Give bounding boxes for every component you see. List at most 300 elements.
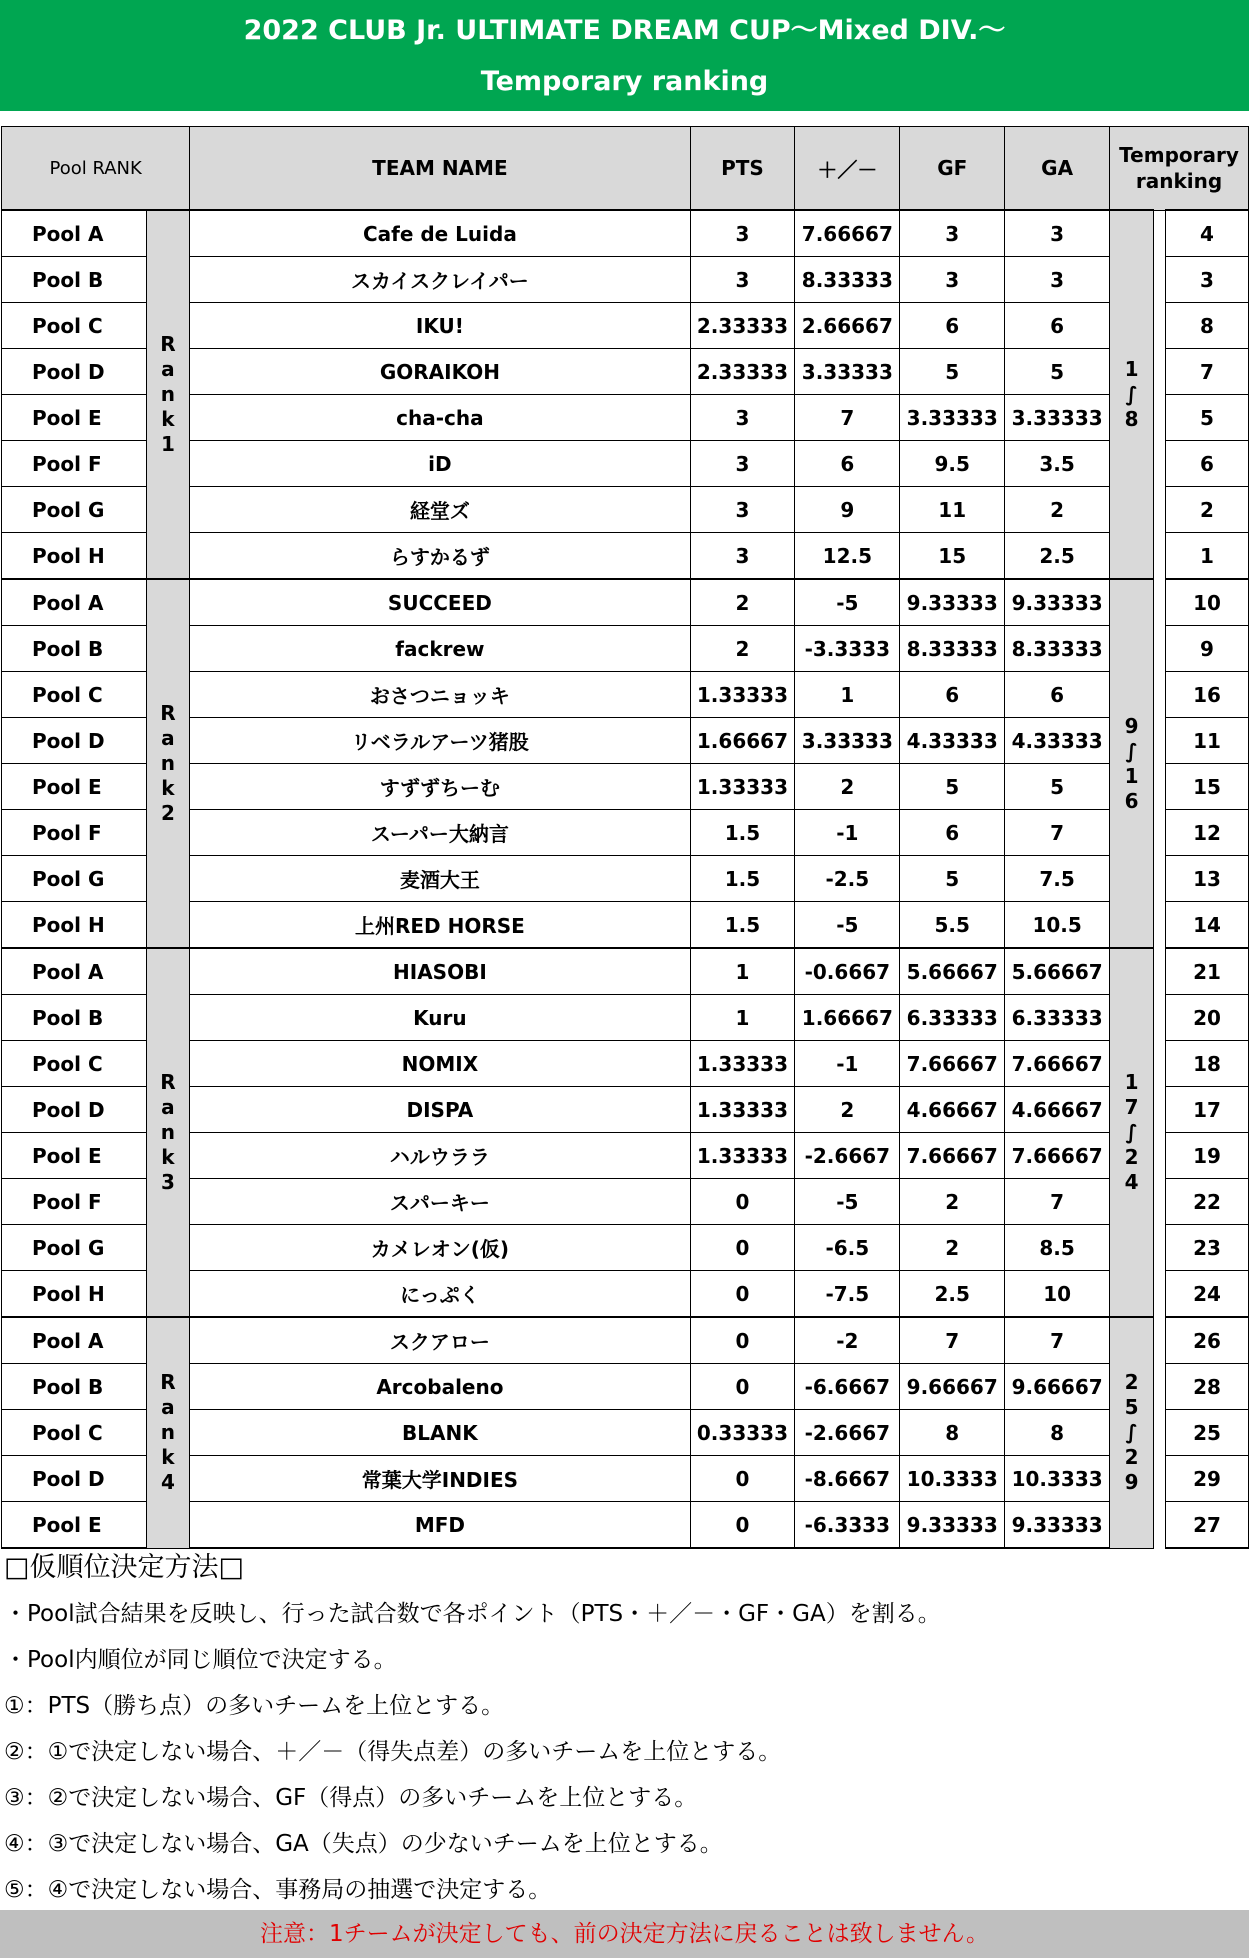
temporary-rank-cell: 4 <box>1165 210 1248 257</box>
plus-minus-cell: 3.33333 <box>795 718 900 764</box>
gf-cell: 5 <box>900 349 1005 395</box>
temporary-rank-cell: 2 <box>1165 487 1248 533</box>
method-line: ④：③で決定しない場合、GA（失点）の少ないチームを上位とする。 <box>4 1831 723 1857</box>
col-team-name: TEAM NAME <box>190 127 690 211</box>
rank-label-cell <box>146 210 190 579</box>
temporary-rank-cell: 12 <box>1165 810 1248 856</box>
rank-label-char: a <box>161 357 175 381</box>
pts-cell: 0 <box>690 1271 795 1318</box>
pool-cell: Pool D <box>2 718 147 764</box>
ga-cell: 7 <box>1005 810 1110 856</box>
plus-minus-cell: 7.66667 <box>795 210 900 257</box>
temporary-rank-cell: 8 <box>1165 303 1248 349</box>
temporary-rank-cell: 7 <box>1165 349 1248 395</box>
gf-cell: 6 <box>900 672 1005 718</box>
spacer-cell <box>1154 1456 1166 1502</box>
team-name-cell: NOMIX <box>190 1041 690 1087</box>
team-name-cell: cha-cha <box>190 395 690 441</box>
temporary-rank-cell: 13 <box>1165 856 1248 902</box>
team-name-cell: MFD <box>190 1502 690 1549</box>
rank-label-cell <box>146 1317 190 1548</box>
pool-cell: Pool E <box>2 764 147 810</box>
pts-cell: 1.5 <box>690 810 795 856</box>
spacer-cell <box>1154 1087 1166 1133</box>
plus-minus-cell: 6 <box>795 441 900 487</box>
pool-cell: Pool C <box>2 1410 147 1456</box>
gf-cell: 5 <box>900 764 1005 810</box>
pool-cell: Pool B <box>2 626 147 672</box>
method-line: ②：①で決定しない場合、＋／－（得失点差）の多いチームを上位とする。 <box>4 1739 782 1765</box>
team-name-cell: DISPA <box>190 1087 690 1133</box>
pts-cell: 1.66667 <box>690 718 795 764</box>
rank-range-char: 1 <box>1124 1070 1139 1094</box>
rank-range-char: 5 <box>1124 1395 1139 1420</box>
rank-label-char: a <box>161 1395 175 1420</box>
rank-label-char: R <box>160 332 176 356</box>
team-name-cell: ハルウララ <box>190 1133 690 1179</box>
rank-label-char: a <box>161 726 175 750</box>
plus-minus-cell: 2 <box>795 764 900 810</box>
page-header <box>0 0 1249 111</box>
page-title: 2022 CLUB Jr. ULTIMATE DREAM CUP～Mixed DIV.～ <box>243 15 1006 46</box>
temporary-rank-cell: 3 <box>1165 257 1248 303</box>
rank-range-char: 9 <box>1124 713 1139 738</box>
gf-cell: 11 <box>900 487 1005 533</box>
team-name-cell: SUCCEED <box>190 579 690 626</box>
rank-range-char: ∫ <box>1125 1420 1138 1445</box>
temporary-rank-cell: 23 <box>1165 1225 1248 1271</box>
rank-range-char: 4 <box>1124 1170 1139 1194</box>
temporary-rank-cell: 22 <box>1165 1179 1248 1225</box>
rank-label-char: 3 <box>160 1170 175 1194</box>
page-subtitle: Temporary ranking <box>480 66 769 97</box>
pts-cell: 3 <box>690 533 795 580</box>
pts-cell: 0 <box>690 1225 795 1271</box>
plus-minus-cell: -7.5 <box>795 1271 900 1318</box>
ga-cell: 7 <box>1005 1317 1110 1364</box>
team-name-cell: カメレオン(仮) <box>190 1225 690 1271</box>
ga-cell: 5 <box>1005 764 1110 810</box>
temporary-rank-cell: 5 <box>1165 395 1248 441</box>
spacer-cell <box>1154 487 1166 533</box>
ga-cell: 8.5 <box>1005 1225 1110 1271</box>
ga-cell: 3.5 <box>1005 441 1110 487</box>
temporary-rank-cell: 10 <box>1165 579 1248 626</box>
gf-cell: 9.5 <box>900 441 1005 487</box>
pool-cell: Pool B <box>2 995 147 1041</box>
temporary-rank-cell: 29 <box>1165 1456 1248 1502</box>
plus-minus-cell: 2 <box>795 1087 900 1133</box>
plus-minus-cell: 3.33333 <box>795 349 900 395</box>
method-line: ①：PTS（勝ち点）の多いチームを上位とする。 <box>4 1693 505 1719</box>
rank-range-cell <box>1110 579 1154 948</box>
notice-banner: 注意：1チームが決定しても、前の決定方法に戻ることは致しません。 <box>0 1910 1249 1958</box>
plus-minus-cell: -6.6667 <box>795 1364 900 1410</box>
pool-cell: Pool F <box>2 1179 147 1225</box>
team-name-cell: IKU! <box>190 303 690 349</box>
team-name-cell: スカイスクレイパー <box>190 257 690 303</box>
spacer-cell <box>1154 1271 1166 1318</box>
ga-cell: 10.5 <box>1005 902 1110 949</box>
plus-minus-cell: -5 <box>795 902 900 949</box>
ga-cell: 9.66667 <box>1005 1364 1110 1410</box>
method-line: ③：②で決定しない場合、GF（得点）の多いチームを上位とする。 <box>4 1785 698 1811</box>
pool-cell: Pool E <box>2 1502 147 1549</box>
ga-cell: 6.33333 <box>1005 995 1110 1041</box>
rank-range-char: 2 <box>1124 1370 1139 1395</box>
pool-cell: Pool A <box>2 579 147 626</box>
pts-cell: 0 <box>690 1456 795 1502</box>
plus-minus-cell: 2.66667 <box>795 303 900 349</box>
rank-range-cell <box>1110 210 1154 579</box>
pts-cell: 1.5 <box>690 856 795 902</box>
spacer-cell <box>1154 764 1166 810</box>
team-name-cell: Cafe de Luida <box>190 210 690 257</box>
plus-minus-cell: -6.5 <box>795 1225 900 1271</box>
pool-cell: Pool C <box>2 672 147 718</box>
rank-range-char: ∫ <box>1125 1120 1138 1144</box>
col-temporary-ranking: Temporary ranking <box>1110 127 1249 211</box>
ga-cell: 2 <box>1005 487 1110 533</box>
spacer-cell <box>1154 626 1166 672</box>
team-name-cell: スパーキー <box>190 1179 690 1225</box>
ga-cell: 7.5 <box>1005 856 1110 902</box>
rank-label-char: a <box>161 1095 175 1119</box>
ga-cell: 4.33333 <box>1005 718 1110 764</box>
ga-cell: 4.66667 <box>1005 1087 1110 1133</box>
temporary-rank-cell: 6 <box>1165 441 1248 487</box>
pool-cell: Pool D <box>2 1456 147 1502</box>
team-name-cell: Arcobaleno <box>190 1364 690 1410</box>
pool-cell: Pool C <box>2 1041 147 1087</box>
gf-cell: 9.33333 <box>900 579 1005 626</box>
spacer-cell <box>1154 1410 1166 1456</box>
team-name-cell: Kuru <box>190 995 690 1041</box>
ga-cell: 6 <box>1005 303 1110 349</box>
pts-cell: 3 <box>690 257 795 303</box>
plus-minus-cell: -2.6667 <box>795 1133 900 1179</box>
spacer-cell <box>1154 349 1166 395</box>
spacer-cell <box>1154 718 1166 764</box>
rank-range-char: ∫ <box>1125 738 1138 763</box>
spacer-cell <box>1154 902 1166 949</box>
gf-cell: 5.5 <box>900 902 1005 949</box>
team-name-cell: スーパー大納言 <box>190 810 690 856</box>
pool-cell: Pool A <box>2 1317 147 1364</box>
plus-minus-cell: 7 <box>795 395 900 441</box>
col-plus-minus: ＋／－ <box>795 127 900 211</box>
pts-cell: 1.5 <box>690 902 795 949</box>
gf-cell: 9.33333 <box>900 1502 1005 1549</box>
rank-label-char: k <box>161 1145 175 1169</box>
spacer-cell <box>1154 441 1166 487</box>
ga-cell: 7 <box>1005 1179 1110 1225</box>
pts-cell: 2 <box>690 626 795 672</box>
rank-label-char: k <box>161 407 175 431</box>
gf-cell: 7.66667 <box>900 1041 1005 1087</box>
rank-range-char: 9 <box>1124 1470 1139 1495</box>
gf-cell: 3 <box>900 257 1005 303</box>
spacer-cell <box>1154 210 1166 257</box>
rank-label-cell <box>146 948 190 1317</box>
pool-cell: Pool C <box>2 303 147 349</box>
pts-cell: 3 <box>690 487 795 533</box>
method-line: ・Pool試合結果を反映し、行った試合数で各ポイント（PTS・＋／－・GF・GA）を割る。 <box>4 1601 941 1627</box>
col-gf: GF <box>900 127 1005 211</box>
temporary-rank-cell: 25 <box>1165 1410 1248 1456</box>
spacer-cell <box>1154 948 1166 995</box>
spacer-cell <box>1154 995 1166 1041</box>
col-ga: GA <box>1005 127 1110 211</box>
ga-cell: 10 <box>1005 1271 1110 1318</box>
rank-label-char: n <box>160 382 176 406</box>
rank-range-char: 6 <box>1124 788 1139 813</box>
spacer-cell <box>1154 856 1166 902</box>
temporary-rank-cell: 14 <box>1165 902 1248 949</box>
gf-cell: 6 <box>900 810 1005 856</box>
rank-range-char: 1 <box>1124 357 1139 381</box>
gf-cell: 9.66667 <box>900 1364 1005 1410</box>
gf-cell: 5.66667 <box>900 948 1005 995</box>
team-name-cell: iD <box>190 441 690 487</box>
table-row <box>2 579 1249 626</box>
gf-cell: 8.33333 <box>900 626 1005 672</box>
pts-cell: 1.33333 <box>690 1133 795 1179</box>
rank-label-char: 2 <box>160 801 175 825</box>
gf-cell: 6.33333 <box>900 995 1005 1041</box>
rank-label-char: n <box>160 1420 176 1445</box>
spacer-cell <box>1154 533 1166 580</box>
team-name-cell: 麦酒大王 <box>190 856 690 902</box>
plus-minus-cell: -5 <box>795 1179 900 1225</box>
pts-cell: 0 <box>690 1364 795 1410</box>
plus-minus-cell: -3.3333 <box>795 626 900 672</box>
pts-cell: 1 <box>690 995 795 1041</box>
temporary-rank-cell: 21 <box>1165 948 1248 995</box>
rank-label-cell <box>146 579 190 948</box>
pool-cell: Pool H <box>2 902 147 949</box>
team-name-cell: おさつニョッキ <box>190 672 690 718</box>
gf-cell: 2 <box>900 1179 1005 1225</box>
temporary-rank-cell: 18 <box>1165 1041 1248 1087</box>
col-pool-rank: Pool RANK <box>2 127 190 211</box>
plus-minus-cell: -2 <box>795 1317 900 1364</box>
rank-label-char: R <box>160 701 176 725</box>
ga-cell: 9.33333 <box>1005 579 1110 626</box>
rank-label-char: 1 <box>160 432 175 456</box>
plus-minus-cell: -1 <box>795 810 900 856</box>
rank-label-char: 4 <box>160 1470 175 1495</box>
ga-cell: 8.33333 <box>1005 626 1110 672</box>
team-name-cell: らすかるず <box>190 533 690 580</box>
pts-cell: 3 <box>690 395 795 441</box>
plus-minus-cell: 8.33333 <box>795 257 900 303</box>
pts-cell: 1.33333 <box>690 1041 795 1087</box>
team-name-cell: 経堂ズ <box>190 487 690 533</box>
ga-cell: 9.33333 <box>1005 1502 1110 1549</box>
rank-label-char: k <box>161 1445 175 1470</box>
table-row <box>2 948 1249 995</box>
spacer-cell <box>1154 1133 1166 1179</box>
spacer-cell <box>1154 257 1166 303</box>
plus-minus-cell: 12.5 <box>795 533 900 580</box>
temporary-rank-cell: 11 <box>1165 718 1248 764</box>
team-name-cell: リベラルアーツ猪股 <box>190 718 690 764</box>
temporary-rank-cell: 28 <box>1165 1364 1248 1410</box>
team-name-cell: HIASOBI <box>190 948 690 995</box>
ga-cell: 6 <box>1005 672 1110 718</box>
pool-cell: Pool H <box>2 533 147 580</box>
pool-cell: Pool E <box>2 395 147 441</box>
temporary-rank-cell: 20 <box>1165 995 1248 1041</box>
rank-range-char: 7 <box>1124 1095 1139 1119</box>
plus-minus-cell: -6.3333 <box>795 1502 900 1549</box>
ga-cell: 3 <box>1005 210 1110 257</box>
table-header-row <box>2 127 1249 211</box>
plus-minus-cell: -5 <box>795 579 900 626</box>
team-name-cell: BLANK <box>190 1410 690 1456</box>
spacer-cell <box>1154 1364 1166 1410</box>
rank-range-char: 1 <box>1124 763 1139 788</box>
pool-cell: Pool F <box>2 810 147 856</box>
pool-cell: Pool B <box>2 257 147 303</box>
spacer-cell <box>1154 810 1166 856</box>
temporary-rank-cell: 1 <box>1165 533 1248 580</box>
rank-label-char: R <box>160 1070 176 1094</box>
gf-cell: 15 <box>900 533 1005 580</box>
plus-minus-cell: -0.6667 <box>795 948 900 995</box>
pool-cell: Pool D <box>2 1087 147 1133</box>
pts-cell: 1.33333 <box>690 1087 795 1133</box>
method-title: □仮順位決定方法□ <box>4 1552 245 1583</box>
pts-cell: 0 <box>690 1179 795 1225</box>
team-name-cell: 常葉大学INDIES <box>190 1456 690 1502</box>
gf-cell: 4.66667 <box>900 1087 1005 1133</box>
ga-cell: 7.66667 <box>1005 1041 1110 1087</box>
plus-minus-cell: -2.5 <box>795 856 900 902</box>
pool-cell: Pool H <box>2 1271 147 1318</box>
team-name-cell: 上州RED HORSE <box>190 902 690 949</box>
pool-cell: Pool A <box>2 948 147 995</box>
rank-range-char: 8 <box>1124 407 1139 431</box>
gf-cell: 10.3333 <box>900 1456 1005 1502</box>
pts-cell: 0 <box>690 1317 795 1364</box>
rank-range-char: 2 <box>1124 1145 1139 1169</box>
team-name-cell: すずずちーむ <box>190 764 690 810</box>
spacer-cell <box>1154 1179 1166 1225</box>
pts-cell: 1 <box>690 948 795 995</box>
gf-cell: 8 <box>900 1410 1005 1456</box>
pts-cell: 2.33333 <box>690 303 795 349</box>
method-line: ⑤：④で決定しない場合、事務局の抽選で決定する。 <box>4 1877 552 1903</box>
pool-cell: Pool B <box>2 1364 147 1410</box>
rank-label-char: n <box>160 1120 176 1144</box>
ga-cell: 7.66667 <box>1005 1133 1110 1179</box>
rank-range-cell <box>1110 1317 1154 1548</box>
pool-cell: Pool A <box>2 210 147 257</box>
temporary-rank-cell: 26 <box>1165 1317 1248 1364</box>
team-name-cell: fackrew <box>190 626 690 672</box>
pts-cell: 1.33333 <box>690 764 795 810</box>
ga-cell: 5.66667 <box>1005 948 1110 995</box>
plus-minus-cell: 1.66667 <box>795 995 900 1041</box>
plus-minus-cell: -8.6667 <box>795 1456 900 1502</box>
plus-minus-cell: -1 <box>795 1041 900 1087</box>
rank-range-cell <box>1110 948 1154 1317</box>
spacer-cell <box>1154 672 1166 718</box>
plus-minus-cell: 1 <box>795 672 900 718</box>
pool-cell: Pool G <box>2 856 147 902</box>
pts-cell: 3 <box>690 441 795 487</box>
spacer-cell <box>1154 303 1166 349</box>
temporary-rank-cell: 27 <box>1165 1502 1248 1549</box>
temporary-rank-cell: 9 <box>1165 626 1248 672</box>
pool-cell: Pool D <box>2 349 147 395</box>
rank-label-char: k <box>161 776 175 800</box>
table-row <box>2 210 1249 257</box>
gf-cell: 2 <box>900 1225 1005 1271</box>
team-name-cell: にっぷく <box>190 1271 690 1318</box>
gf-cell: 4.33333 <box>900 718 1005 764</box>
gf-cell: 7.66667 <box>900 1133 1005 1179</box>
plus-minus-cell: 9 <box>795 487 900 533</box>
ranking-method-section <box>4 1545 1244 1913</box>
gf-cell: 7 <box>900 1317 1005 1364</box>
team-name-cell: スクアロー <box>190 1317 690 1364</box>
spacer-cell <box>1154 1502 1166 1549</box>
ga-cell: 10.3333 <box>1005 1456 1110 1502</box>
table-row <box>2 1317 1249 1364</box>
rank-range-char: 2 <box>1124 1445 1139 1470</box>
gf-cell: 3 <box>900 210 1005 257</box>
pts-cell: 0.33333 <box>690 1410 795 1456</box>
spacer-cell <box>1154 395 1166 441</box>
ga-cell: 8 <box>1005 1410 1110 1456</box>
pool-cell: Pool E <box>2 1133 147 1179</box>
pool-cell: Pool G <box>2 487 147 533</box>
temporary-rank-cell: 19 <box>1165 1133 1248 1179</box>
gf-cell: 2.5 <box>900 1271 1005 1318</box>
temporary-rank-cell: 17 <box>1165 1087 1248 1133</box>
spacer-cell <box>1154 1041 1166 1087</box>
rank-label-char: R <box>160 1370 176 1395</box>
spacer-cell <box>1154 579 1166 626</box>
gf-cell: 6 <box>900 303 1005 349</box>
pts-cell: 1.33333 <box>690 672 795 718</box>
spacer-cell <box>1154 1225 1166 1271</box>
pts-cell: 2.33333 <box>690 349 795 395</box>
rank-range-char: ∫ <box>1125 382 1138 406</box>
team-name-cell: GORAIKOH <box>190 349 690 395</box>
pts-cell: 2 <box>690 579 795 626</box>
rank-label-char: n <box>160 751 176 775</box>
ga-cell: 2.5 <box>1005 533 1110 580</box>
ga-cell: 5 <box>1005 349 1110 395</box>
pts-cell: 3 <box>690 210 795 257</box>
spacer-cell <box>1154 1317 1166 1364</box>
temporary-rank-cell: 15 <box>1165 764 1248 810</box>
method-line: ・Pool内順位が同じ順位で決定する。 <box>4 1647 397 1673</box>
pts-cell: 0 <box>690 1502 795 1549</box>
ranking-table <box>1 126 1249 1549</box>
col-pts: PTS <box>690 127 795 211</box>
temporary-rank-cell: 24 <box>1165 1271 1248 1318</box>
plus-minus-cell: -2.6667 <box>795 1410 900 1456</box>
ga-cell: 3 <box>1005 257 1110 303</box>
pool-cell: Pool F <box>2 441 147 487</box>
ga-cell: 3.33333 <box>1005 395 1110 441</box>
gf-cell: 5 <box>900 856 1005 902</box>
